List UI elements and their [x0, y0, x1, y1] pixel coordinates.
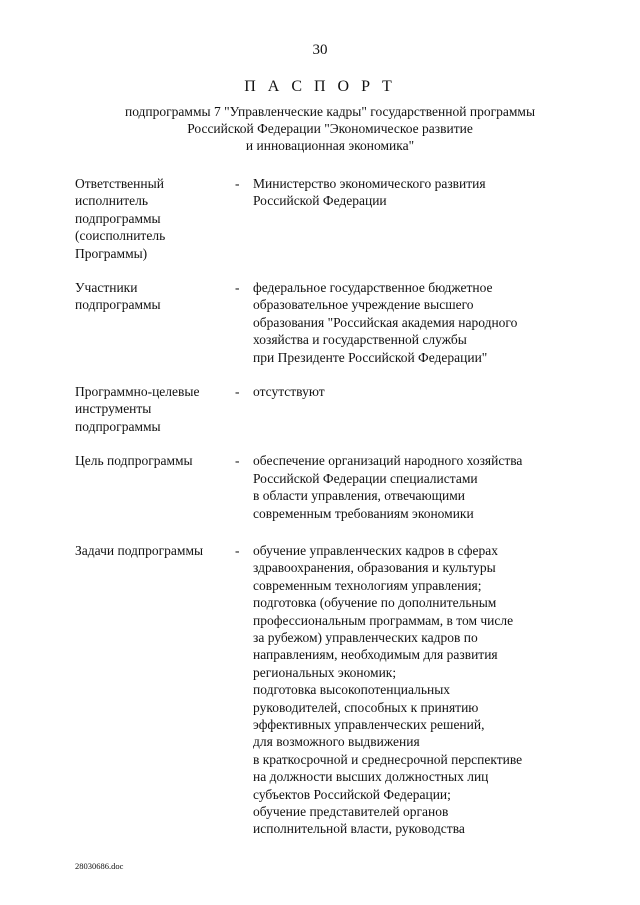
- value-line: современным технологиям управления;: [253, 577, 482, 593]
- value-line: федеральное государственное бюджетное: [253, 280, 493, 296]
- label-line: Программно-целевые: [75, 384, 200, 400]
- label-line: Программы): [75, 245, 148, 261]
- value-line: региональных экономик;: [253, 664, 397, 680]
- label-line: (соисполнитель: [75, 228, 166, 244]
- value-line: обучение представителей органов: [253, 804, 449, 819]
- page-number: 30: [312, 42, 328, 58]
- passport-row-goal: [75, 452, 575, 522]
- value-line: в области управления, отвечающими: [253, 488, 465, 504]
- value-line: исполнительной власти, руководства: [253, 821, 465, 837]
- value-line: образования "Российская академия народного: [253, 314, 518, 330]
- row-value: [253, 279, 575, 366]
- row-label: [75, 542, 235, 838]
- value-line: Российской Федерации специалистами: [253, 470, 478, 486]
- row-dash: -: [235, 176, 240, 191]
- value-line: в краткосрочной и среднесрочной перспективе: [253, 751, 523, 767]
- document-subtitle: [60, 103, 600, 154]
- row-dash: -: [235, 384, 240, 400]
- subtitle-line: и инновационная экономика": [245, 138, 415, 153]
- passport-table: [75, 175, 575, 838]
- value-line: обучение управленческих кадров в сферах: [253, 542, 498, 558]
- label-line: Задачи подпрограммы: [75, 542, 204, 558]
- row-value: [253, 175, 575, 262]
- label-line: исполнитель: [75, 193, 148, 209]
- value-line: профессиональным программам, в том числе: [253, 612, 514, 628]
- row-value: [253, 383, 575, 435]
- label-line: подпрограммы: [75, 210, 161, 226]
- document-footer: 28030686.doc: [75, 861, 124, 871]
- value-line: отсутствуют: [253, 384, 325, 400]
- value-line: здравоохранения, образования и культуры: [253, 560, 496, 576]
- row-label: [75, 383, 235, 435]
- passport-row-tasks: [75, 542, 575, 838]
- label-line: Цель подпрограммы: [75, 453, 193, 469]
- value-line: Российской Федерации: [253, 193, 387, 209]
- label-line: подпрограммы: [75, 418, 161, 434]
- label-line: Участники: [75, 280, 138, 296]
- row-label: [75, 175, 235, 262]
- value-line: подготовка (обучение по дополнительным: [253, 595, 497, 611]
- row-dash: -: [235, 453, 240, 469]
- row-value: [253, 542, 575, 838]
- passport-row-instruments: [75, 383, 575, 435]
- value-line: обеспечение организаций народного хозяйства: [253, 453, 523, 469]
- value-line: образовательное учреждение высшего: [253, 297, 474, 313]
- value-line: при Президенте Российской Федерации": [253, 349, 488, 365]
- subtitle-line: Российской Федерации "Экономическое развитие: [187, 121, 473, 136]
- subtitle-line: подпрограммы 7 "Управленческие кадры" государственной программы: [124, 104, 536, 119]
- row-label: [75, 279, 235, 366]
- row-dash: -: [235, 280, 240, 296]
- row-value: [253, 452, 575, 522]
- label-line: Ответственный: [75, 176, 164, 191]
- value-line: хозяйства и государственной службы: [253, 332, 467, 348]
- value-line: направлениям, необходимым для развития: [253, 647, 498, 663]
- passport-row-participants: [75, 279, 575, 366]
- row-label: [75, 452, 235, 522]
- value-line: субъектов Российской Федерации;: [253, 786, 451, 802]
- label-line: инструменты: [75, 401, 152, 417]
- value-line: современным требованиям экономики: [253, 505, 474, 521]
- value-line: Министерство экономического развития: [253, 176, 486, 191]
- value-line: за рубежом) управленческих кадров по: [253, 629, 478, 645]
- value-line: эффективных управленческих решений,: [253, 716, 485, 732]
- document-title: П А С П О Р Т: [244, 78, 396, 95]
- label-line: подпрограммы: [75, 297, 161, 313]
- row-dash: -: [235, 542, 240, 558]
- value-line: подготовка высокопотенциальных: [253, 682, 451, 698]
- passport-row-responsible: [75, 175, 575, 262]
- value-line: для возможного выдвижения: [253, 734, 420, 750]
- value-line: руководителей, способных к принятию: [253, 699, 479, 715]
- value-line: на должности высших должностных лиц: [253, 769, 489, 785]
